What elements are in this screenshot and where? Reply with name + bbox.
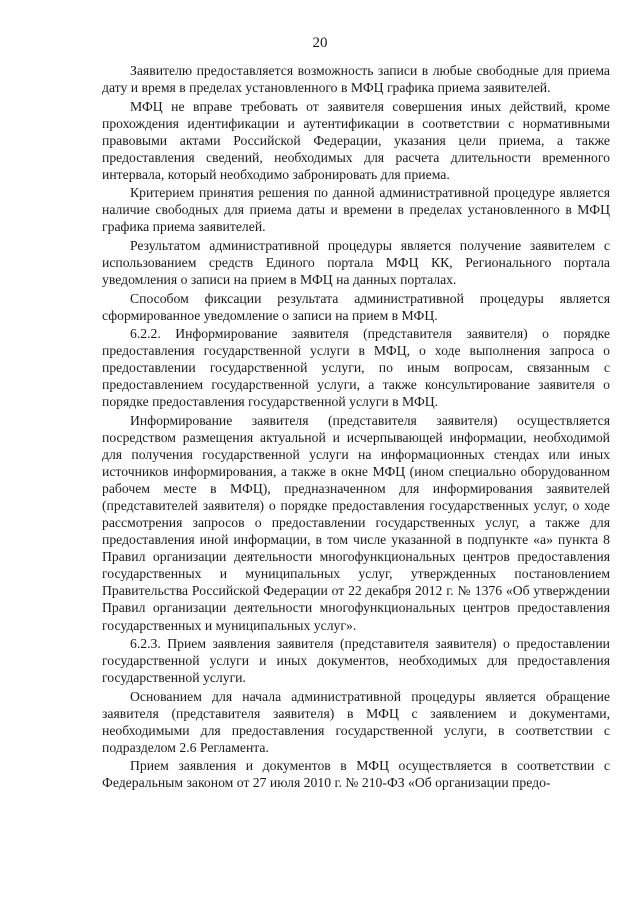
- paragraph-3: Критерием принятия решения по данной административной процедуре является наличие свободных для приема даты и времени в пределах установленного в МФЦ графика приема заявителей.: [102, 185, 610, 235]
- paragraph-1: Заявителю предоставляется возможность записи в любые свободные для приема дату и время в пределах установленного в МФЦ графика приема заявителей.: [102, 63, 610, 96]
- paragraph-7: Информирование заявителя (представителя заявителя) осуществляется посредством размещения актуальной и исчерпывающей информации, необходимой для получения государственной услуги на информационных стендах или иных источников информирования, а также в окне МФЦ (ином специально оборудованном рабочем месте в МФЦ), предназначенном для информирования заявителей (представителей заявителя) о порядке предоставления государственных услуг, о ходе рассмотрения запросов о предоставлении государственных услуг, а также для предоставления иной информации, в том числе указанной в подпункте «а» пункта 8 Правил организации деятельности многофункциональных центров предоставления государственных и муниципальных услуг, утвержденных постановлением Правительства Российской Федерации от 22 декабря 2012 г. № 1376 «Об утверждении Правил организации деятельности многофункциональных центров предоставления государственных и муниципальных услуг».: [102, 412, 610, 633]
- paragraph-5: Способом фиксации результата административной процедуры является сформированное уведомление о записи на прием в МФЦ.: [102, 290, 610, 323]
- page-body: [102, 62, 610, 793]
- paragraph-6: 6.2.2. Информирование заявителя (представителя заявителя) о порядке предоставления государственной услуги в МФЦ, о ходе выполнения запроса о предоставлении государственной услуги, по иным вопросам, связанным с предоставлением государственной услуги, а также консультирование заявителя о порядке предоставления государственной услуги в МФЦ.: [102, 326, 610, 410]
- paragraph-10: Прием заявления и документов в МФЦ осуществляется в соответствии с Федеральным законом от 27 июля 2010 г. № 210-ФЗ «Об организации предо-: [102, 758, 610, 791]
- page-number: 20: [312, 35, 328, 51]
- paragraph-8: 6.2.3. Прием заявления заявителя (представителя заявителя) о предоставлении государственной услуги и иных документов, необходимых для предоставления государственной услуги.: [102, 636, 610, 686]
- paragraph-2: МФЦ не вправе требовать от заявителя совершения иных действий, кроме прохождения идентификации и аутентификации в соответствии с нормативными правовыми актами Российской Федерации, указания цели приема, а также предоставления сведений, необходимых для расчета длительности временного интервала, который необходимо забронировать для приема.: [102, 98, 610, 182]
- paragraph-4: Результатом административной процедуры является получение заявителем с использованием средств Единого портала МФЦ КК, Регионального портала уведомления о записи на прием в МФЦ на данных порталах.: [102, 237, 610, 288]
- paragraph-9: Основанием для начала административной процедуры является обращение заявителя (представителя заявителя) в МФЦ с заявлением и документами, необходимыми для предоставления государственной услуги, в соответствии с подразделом 2.6 Регламента.: [102, 688, 610, 755]
